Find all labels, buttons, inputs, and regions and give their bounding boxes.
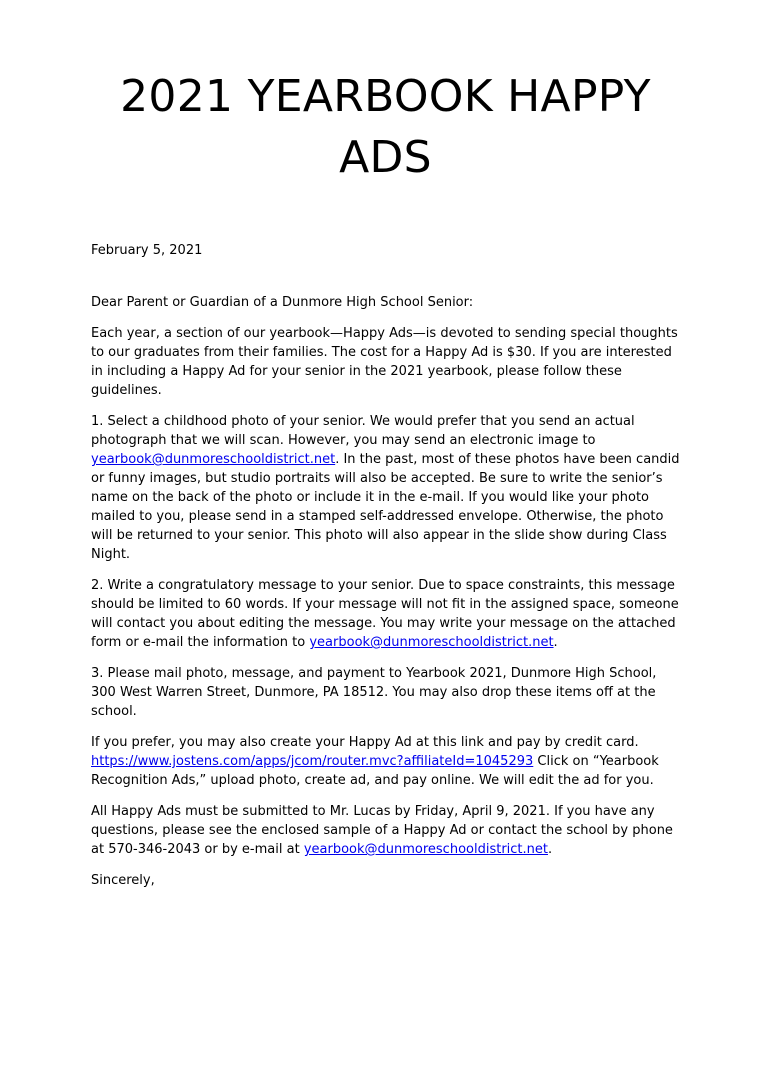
- step-2-text: 2. Write a congratulatory message to your senior. Due to space constraints, this message should be limited to 60 words. If your message will not fit in the assigned space, someone will contact you about editing the message. You may write your message on the attached form or e-mail the information to: [91, 578, 679, 650]
- salutation: Dear Parent or Guardian of a Dunmore High School Senior:: [91, 295, 474, 310]
- step-1-text-cont: . In the past, most of these photos have been candid or funny images, but studio portraits will also be accepted. Be sure to write the senior’s name on the back of the photo or include it in the e-mail. If you would like your photo mailed to you, please send in a stamped self-addressed envelope. Otherwise, the photo will be returned to your senior. This photo will also appear in the slide show during Class Night.: [91, 452, 680, 562]
- step-3-paragraph: 3. Please mail photo, message, and payment to Yearbook 2021, Dunmore High School, 300 West Warren Street, Dunmore, PA 18512. You may also drop these items off at the school.: [91, 666, 657, 719]
- letter-page: [0, 66, 770, 1090]
- letter-date: February 5, 2021: [91, 243, 203, 258]
- step-1-text: 1. Select a childhood photo of your senior. We would prefer that you send an actual photograph that we will scan. However, you may send an electronic image to: [91, 414, 635, 448]
- deadline-text: All Happy Ads must be submitted to Mr. Lucas by Friday, April 9, 2021. If you have any questions, please see the enclosed sample of a Happy Ad or contact the school by phone at 570-346-2043 or by e-mail at: [91, 804, 673, 857]
- online-text: If you prefer, you may also create your Happy Ad at this link and pay by credit card.: [91, 735, 639, 750]
- page-title: 2021 YEARBOOK HAPPY ADS: [120, 71, 651, 183]
- step-1-paragraph: [91, 412, 680, 564]
- deadline-text-end: .: [548, 842, 553, 857]
- yearbook-email-link[interactable]: yearbook@dunmoreschooldistrict.net: [309, 635, 554, 650]
- yearbook-email-link[interactable]: yearbook@dunmoreschooldistrict.net: [303, 842, 548, 857]
- step-2-text-end: .: [553, 635, 558, 650]
- letter-body: [91, 241, 680, 890]
- online-paragraph: [91, 733, 680, 790]
- intro-paragraph: Each year, a section of our yearbook—Happy Ads—is devoted to sending special thoughts to our graduates from their families. The cost for a Happy Ad is $30. If you are interested in including a Happy Ad for your senior in the 2021 yearbook, please follow these guidelines.: [91, 326, 678, 398]
- yearbook-email-link[interactable]: yearbook@dunmoreschooldistrict.net: [91, 452, 336, 467]
- online-text-cont: Click on “Yearbook Recognition Ads,” upload photo, create ad, and pay online. We will edit the ad for you.: [91, 754, 659, 788]
- deadline-paragraph: [91, 802, 680, 859]
- closing: Sincerely,: [91, 873, 155, 888]
- jostens-link[interactable]: https://www.jostens.com/apps/jcom/router.mvc?affiliateId=1045293: [91, 754, 534, 769]
- step-2-paragraph: [91, 576, 680, 652]
